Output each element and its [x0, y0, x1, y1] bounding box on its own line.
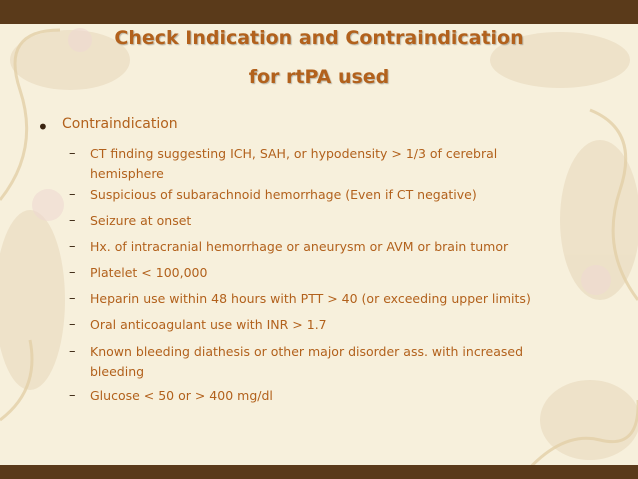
list-item: – CT finding suggesting ICH, SAH, or hypodensity > 1/3 of cerebral hemisphere	[69, 146, 498, 181]
top-decorative-band	[0, 0, 638, 24]
dash-icon: –	[69, 146, 76, 161]
list-item: – Hx. of intracranial hemorrhage or aneurysm or AVM or brain tumor	[90, 237, 570, 257]
list-item: – Heparin use within 48 hours with PTT > 40 (or exceeding upper limits)	[90, 289, 570, 309]
list-item: – Known bleeding diathesis or other major disorder ass. with increased bleeding	[69, 344, 524, 379]
list-item: – Oral anticoagulant use with INR > 1.7	[90, 315, 570, 335]
list-item: – Suspicious of subarachnoid hemorrhage (Even if CT negative)	[90, 185, 570, 205]
dash-icon: –	[69, 388, 76, 403]
list-item: – Platelet < 100,000	[90, 263, 570, 283]
dash-icon: –	[69, 291, 76, 306]
dash-icon: –	[69, 239, 76, 254]
list-item: – Seizure at onset	[90, 211, 570, 231]
slide-title-line1: Check Indication and Contraindication	[114, 27, 524, 49]
bottom-decorative-band	[0, 465, 638, 479]
dash-icon: –	[69, 213, 76, 228]
dash-icon: –	[69, 344, 76, 359]
dash-icon: –	[69, 187, 76, 202]
dash-icon: –	[69, 317, 76, 332]
list-item: – Glucose < 50 or > 400 mg/dl	[90, 386, 570, 406]
dash-icon: –	[69, 265, 76, 280]
slide-title-line2: for rtPA used	[248, 66, 390, 88]
bullet-dot-icon: •	[37, 115, 49, 139]
contraindication-heading: Contraindication	[62, 116, 178, 132]
